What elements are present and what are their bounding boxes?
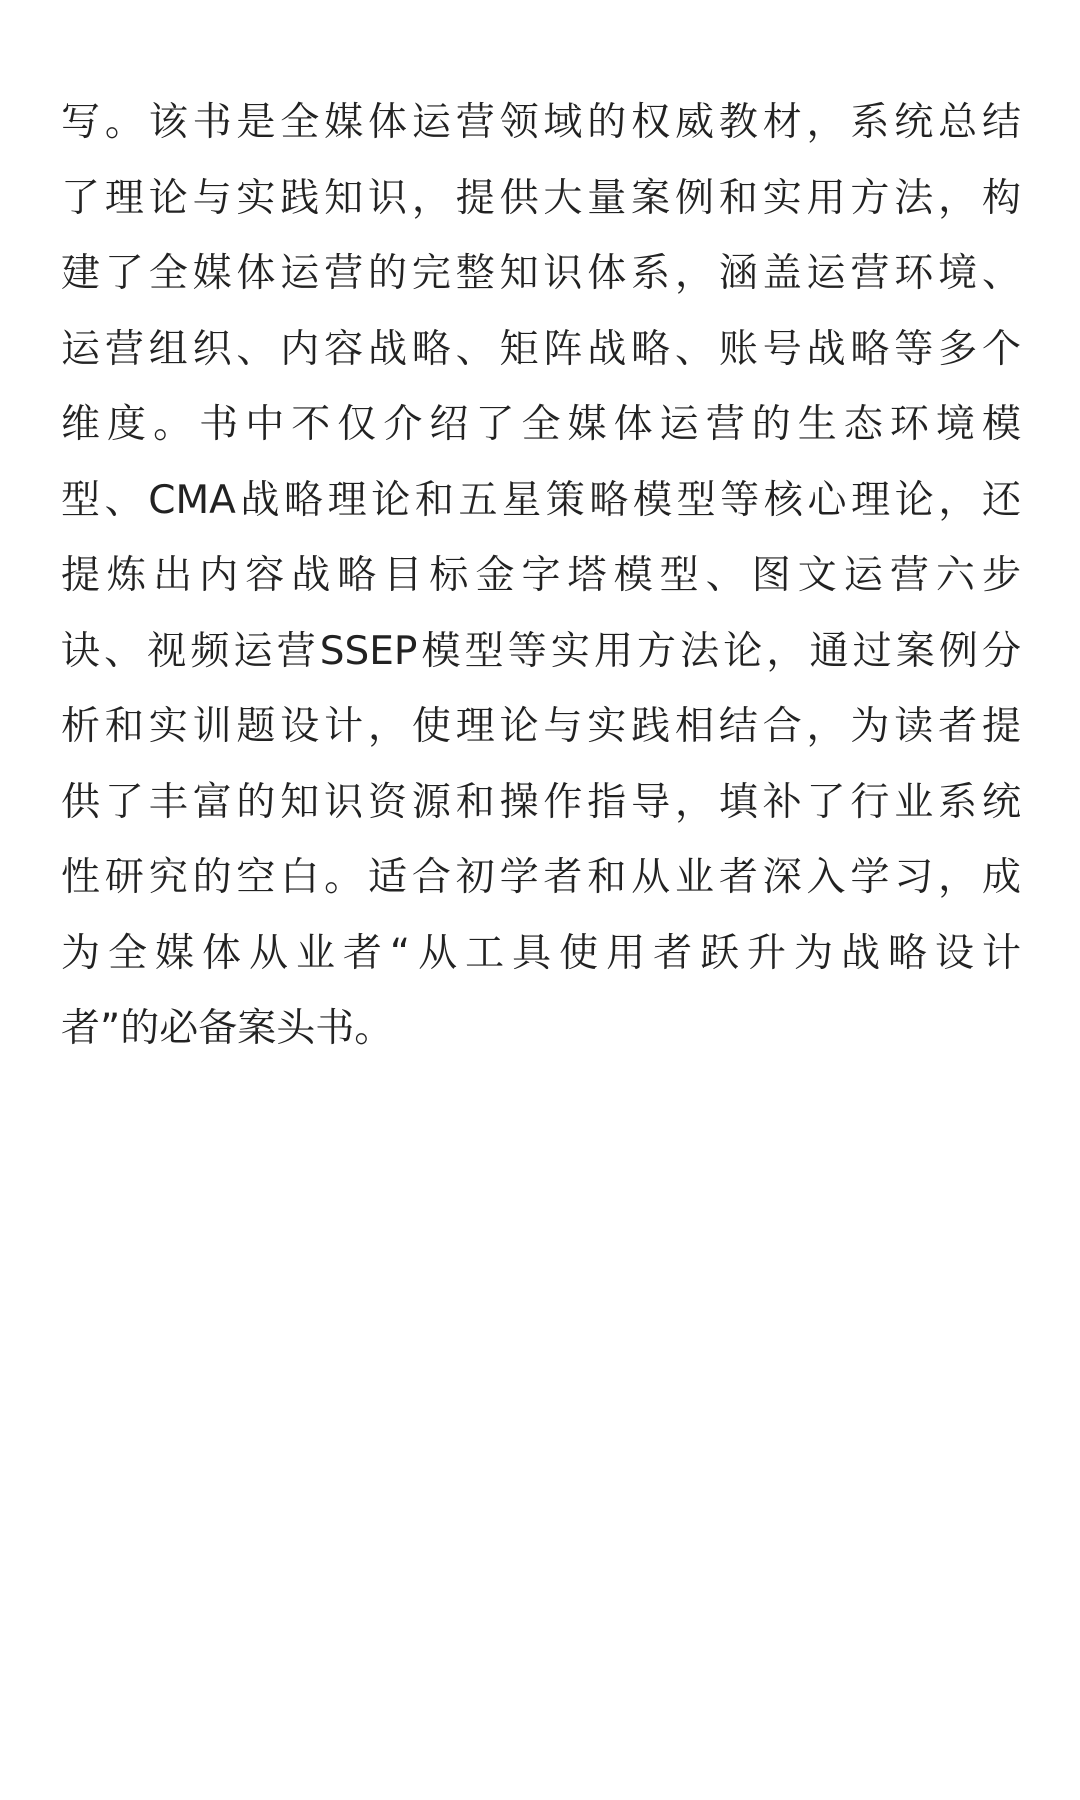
text-line-1: 写。该书是全媒体运营领域的权威教材，系统总结	[61, 100, 1021, 145]
text-line-11: 性研究的空白。适合初学者和从业者深入学习，成	[61, 855, 1021, 900]
article-body-text	[61, 85, 1021, 1067]
text-line-7: 提炼出内容战略目标金字塔模型、图文运营六步	[61, 553, 1021, 598]
text-line-3: 建了全媒体运营的完整知识体系，涵盖运营环境、	[61, 251, 1021, 296]
text-line-13: 者”的必备案头书。	[61, 1006, 394, 1051]
text-line-8: 诀、视频运营SSEP模型等实用方法论，通过案例分	[61, 628, 1021, 674]
text-line-6: 型、CMA战略理论和五星策略模型等核心理论，还	[61, 477, 1021, 523]
text-line-12: 为全媒体从业者“从工具使用者跃升为战略设计	[61, 930, 1021, 976]
text-line-4: 运营组织、内容战略、矩阵战略、账号战略等多个	[61, 326, 1021, 372]
text-line-10: 供了丰富的知识资源和操作指导，填补了行业系统	[61, 779, 1021, 825]
text-line-2: 了理论与实践知识，提供大量案例和实用方法，构	[61, 175, 1021, 221]
text-line-5: 维度。书中不仅介绍了全媒体运营的生态环境模	[61, 402, 1021, 447]
text-line-9: 析和实训题设计，使理论与实践相结合，为读者提	[61, 704, 1021, 749]
